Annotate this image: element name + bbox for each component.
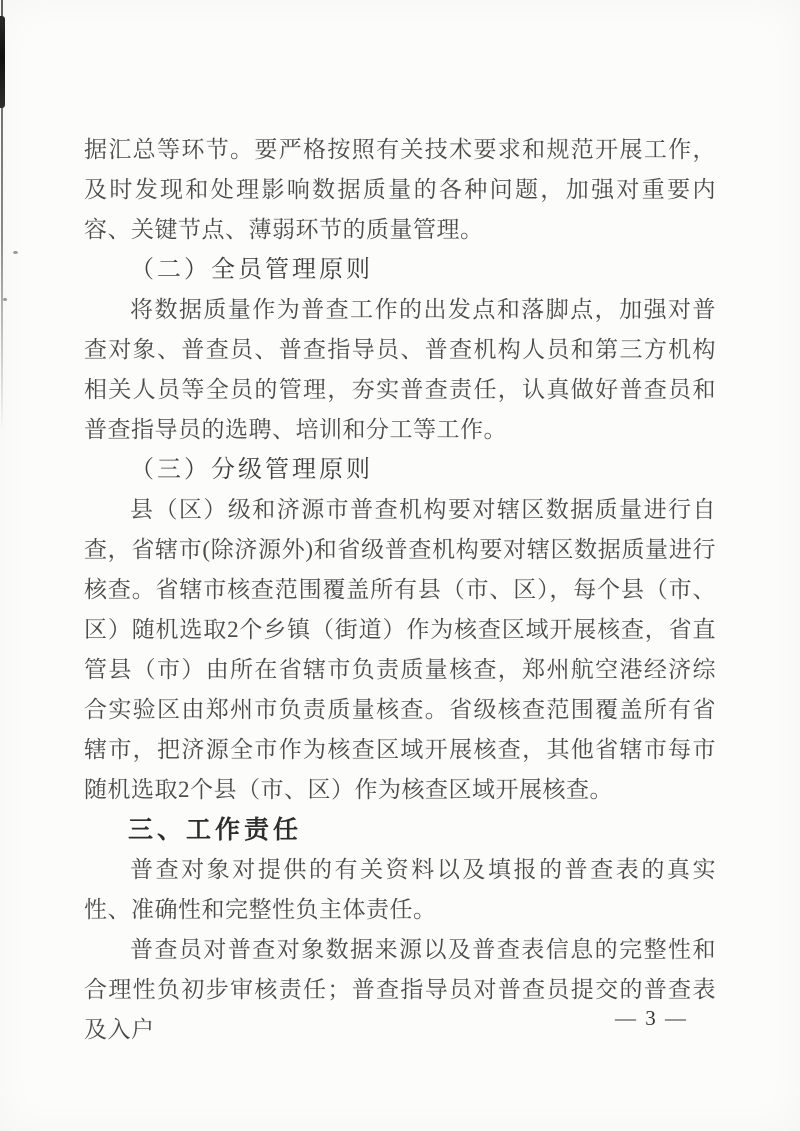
paragraph: 普查员对普查对象数据来源以及普查表信息的完整性和合理性负初步审核责任；普查指导员对普查员提交的普查表及入户 <box>84 937 716 1042</box>
subheading-principle-2: （二）全员管理原则 <box>130 257 373 283</box>
paragraph: 县（区）级和济源市普查机构要对辖区数据质量进行自查，省辖市(除济源外)和省级普查机构要对辖区数据质量进行核查。省辖市核查范围覆盖所有县（市、区），每个县（市、区）随机选取2个乡镇（街道）作为核查区域开展核查，省直管县（市）由所在省辖市负责质量核查，郑州航空港经济综合实验区由郑州市负责质量核查。省级核查范围覆盖所有省辖市，把济源全市作为核查区域开展核查，其他省辖市每市随机选取2个县（市、区）作为核查区域开展核查。 <box>84 497 716 802</box>
paragraph: 将数据质量作为普查工作的出发点和落脚点，加强对普查对象、普查员、普查指导员、普查机构人员和第三方机构相关人员等全员的管理，夯实普查责任，认真做好普查员和普查指导员的选聘、培训和分工等工作。 <box>84 297 716 442</box>
section-heading-work-responsibility: 三、工作责任 <box>128 816 303 844</box>
paragraph: 普查对象对提供的有关资料以及填报的普查表的真实性、准确性和完整性负主体责任。 <box>84 857 716 922</box>
page-number: — 3 — <box>615 1006 688 1030</box>
document-body <box>84 130 716 1050</box>
scan-speck <box>13 251 18 254</box>
scan-speck <box>3 298 7 301</box>
paragraph-continuation: 据汇总等环节。要严格按照有关技术要求和规范开展工作，及时发现和处理影响数据质量的各种问题，加强对重要内容、关键节点、薄弱环节的质量管理。 <box>84 137 716 242</box>
subheading-principle-3: （三）分级管理原则 <box>130 457 373 483</box>
scan-edge-blob-artifact <box>0 16 5 108</box>
